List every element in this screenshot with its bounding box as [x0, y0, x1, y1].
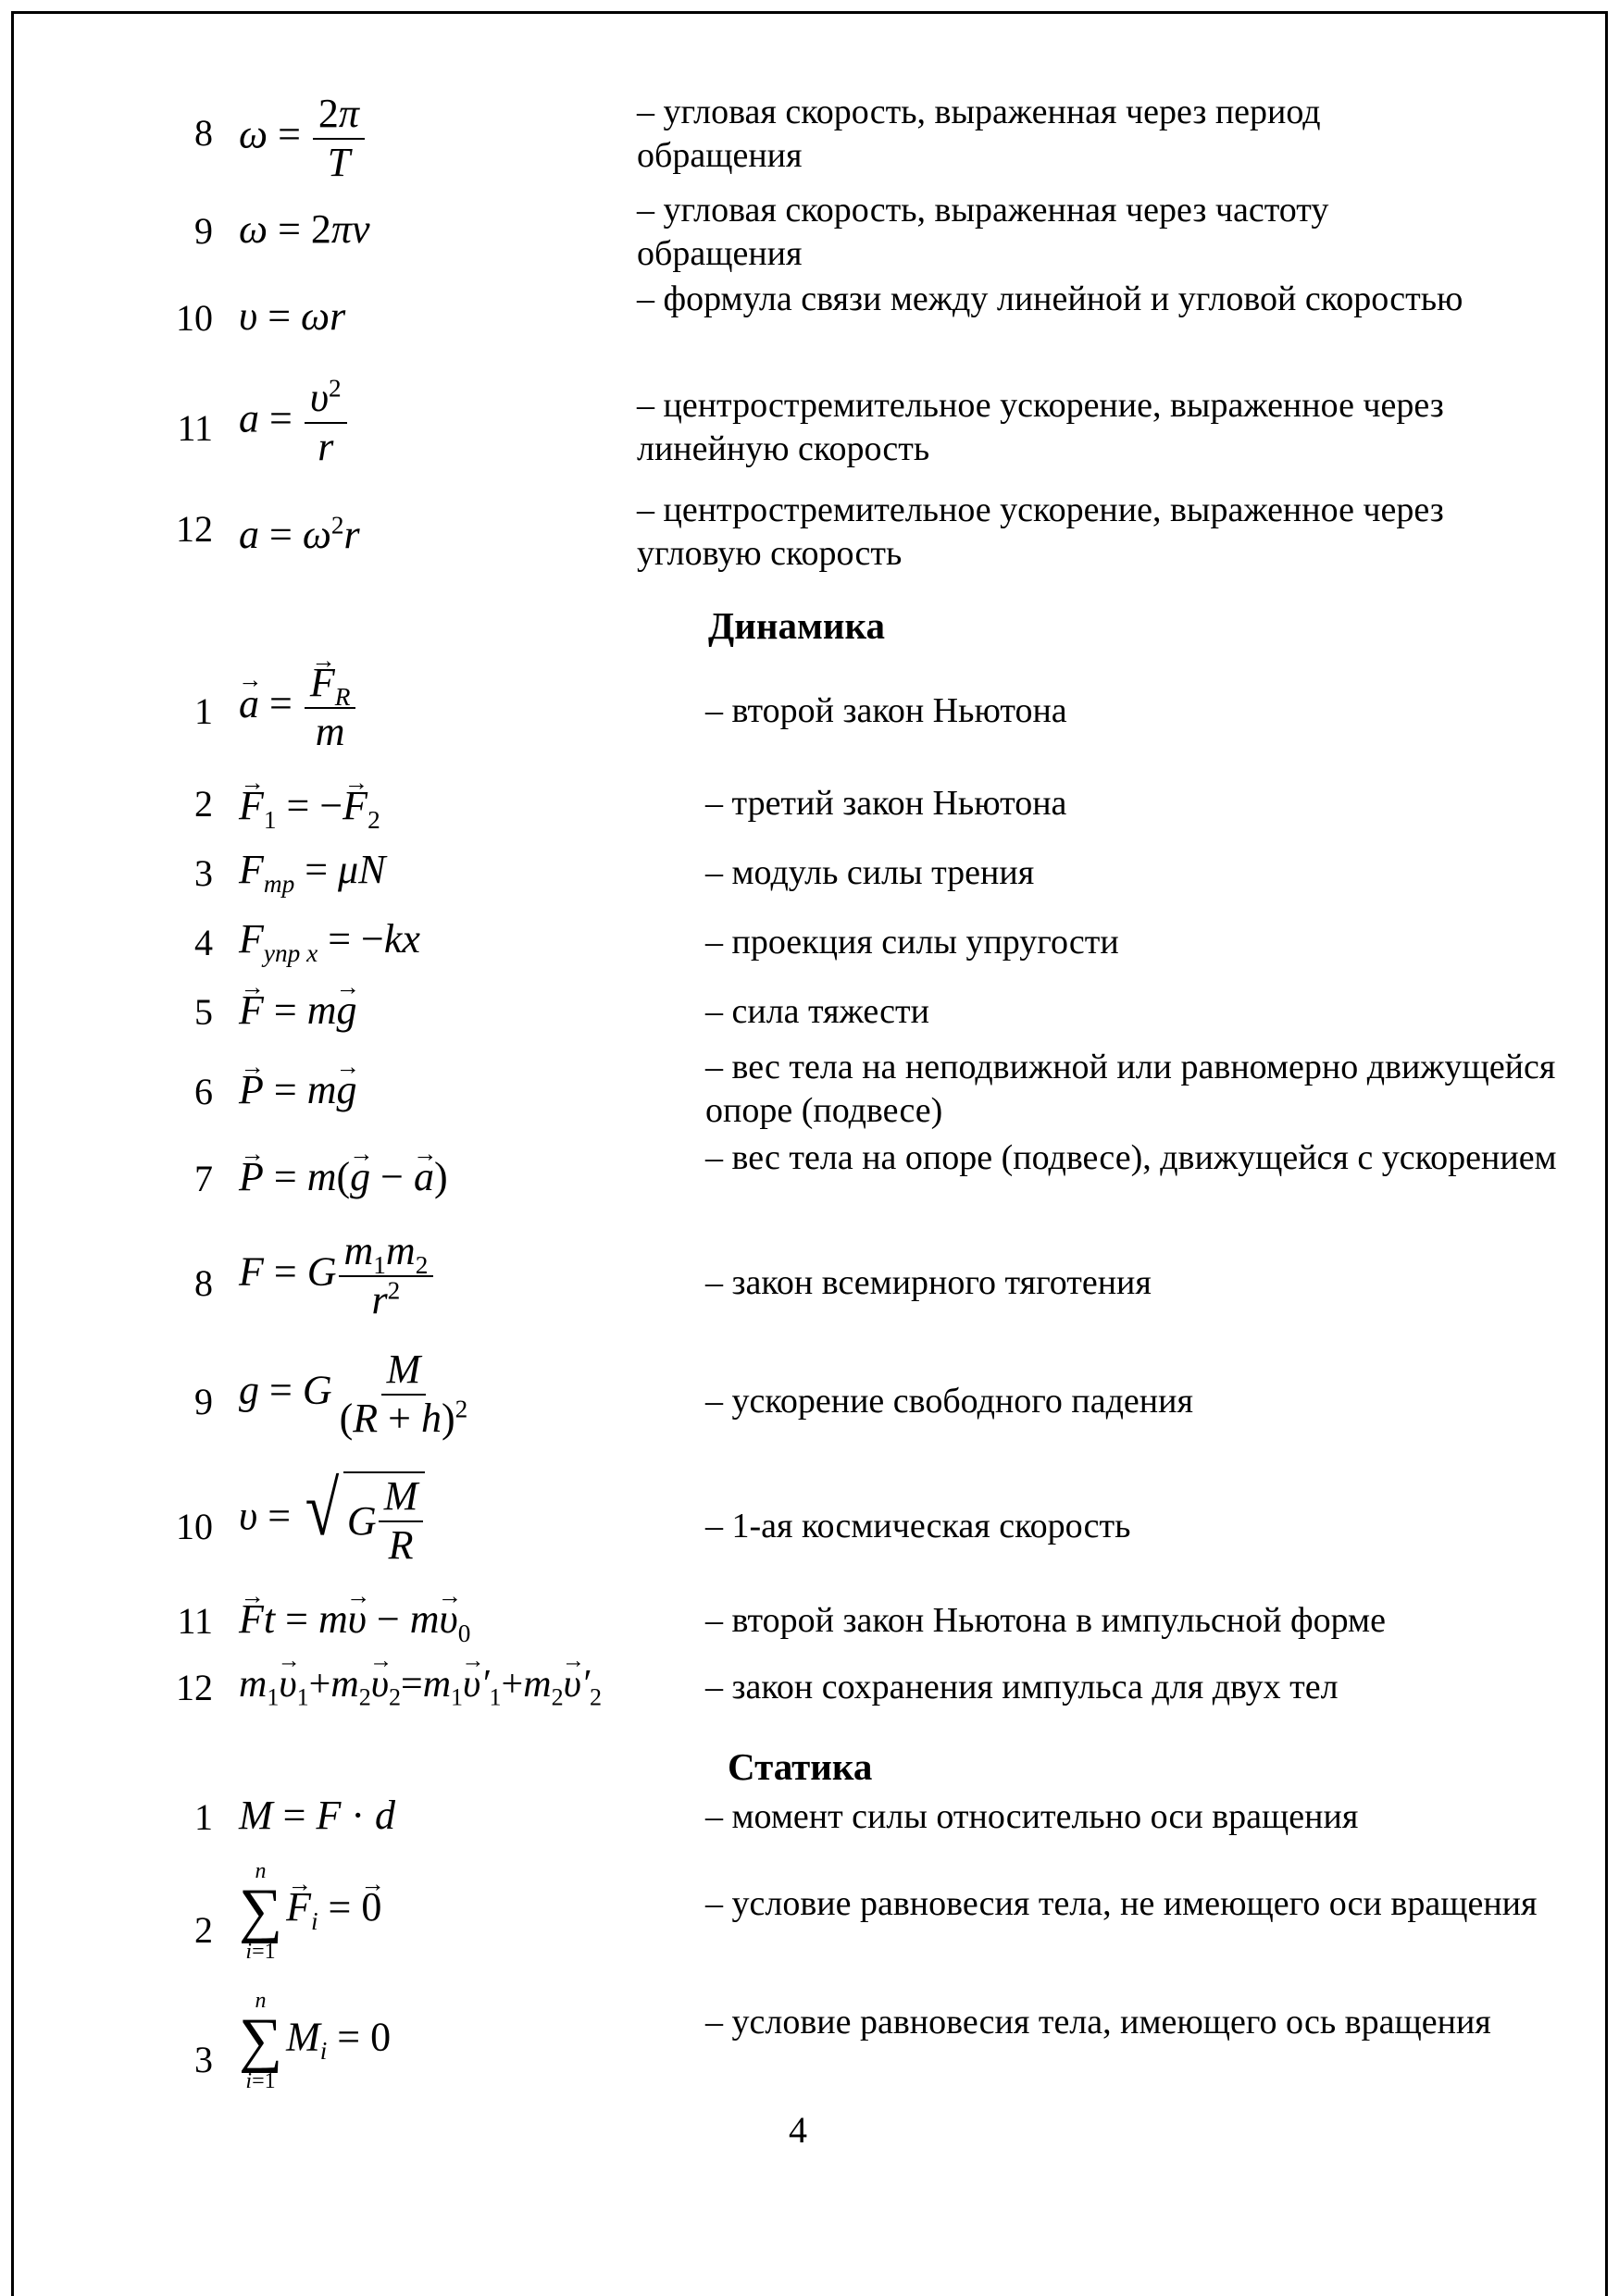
formula: n ∑ i=1 → $F_i$ = → 0 — [239, 1860, 381, 1963]
formula-description: – третий закон Ньютона — [705, 784, 1067, 823]
formula-number: 8 — [194, 112, 213, 154]
formula: a = $\frac{\upsilon^2}{r}$ — [239, 375, 349, 470]
formula-number: 7 — [194, 1158, 213, 1199]
formula-description: – проекция силы упругости — [705, 923, 1119, 962]
formula-description: – угловая скорость, выраженная через частоту обращения — [637, 191, 1329, 273]
formula-description: – вес тела на опоре (подвесе), движущейся с ускорением — [705, 1138, 1557, 1177]
formula-number: 1 — [194, 690, 213, 732]
formula-description: – вес тела на неподвижной или равномерно движущейся опоре (подвесе) — [705, 1048, 1556, 1130]
formula-number: 3 — [194, 852, 213, 894]
formula-number: 2 — [194, 1909, 213, 1951]
formula-description: – закон всемирного тяготения — [705, 1263, 1152, 1302]
formula-number: 12 — [176, 508, 213, 550]
formula-number: 11 — [177, 1600, 213, 1642]
formula: n ∑ i=1 $M_i = 0$ — [239, 1989, 392, 2093]
formula: υ = √ G $\frac{M}{R}$ — [239, 1471, 425, 1569]
formula-description: – условие равновесия тела, имеющего ось вращения — [705, 2003, 1491, 2042]
formula-number: 8 — [194, 1262, 213, 1304]
formula: → P = m→ g — [239, 1066, 357, 1113]
formula: → F = m→ g — [239, 987, 357, 1034]
formula-number: 10 — [176, 1506, 213, 1547]
formula-number: 4 — [194, 922, 213, 963]
formula-number: 9 — [194, 1381, 213, 1422]
formula: → a = → $\frac{F_R}{m}$ — [239, 660, 357, 755]
section-heading-statics: Статика — [728, 1745, 873, 1788]
formula-description: – второй закон Ньютона в импульсной форме — [705, 1601, 1386, 1640]
formula-number: 6 — [194, 1071, 213, 1112]
formula-number: 10 — [176, 297, 213, 339]
formula-number: 1 — [194, 1796, 213, 1838]
formula-number: 2 — [194, 783, 213, 825]
formula-description: – условие равновесия тела, не имеющего оси вращения — [705, 1884, 1538, 1923]
page-number: 4 — [789, 2109, 807, 2151]
formula: → $Ft = m\to \upsilon - m\to \upsilon_0$ — [239, 1595, 470, 1643]
formula: ω = $\frac{2\pi}{T}$ — [239, 91, 367, 186]
formula-description: – формула связи между линейной и угловой скоростью — [637, 279, 1463, 318]
formula-number: 12 — [176, 1667, 213, 1708]
formula-description: – центростремительное ускорение, выраженное через угловую скорость — [637, 490, 1444, 573]
formula: F = G $\frac{m_1m_2}{r^2}$ — [239, 1228, 435, 1323]
formula-description: – 1-ая космическая скорость — [705, 1507, 1131, 1545]
formula-number: 3 — [194, 2039, 213, 2080]
formula-number: 5 — [194, 991, 213, 1033]
formula-description: – сила тяжести — [705, 992, 929, 1031]
formula: υ = ωr — [239, 293, 346, 339]
formula-description: – модуль силы трения — [705, 853, 1035, 892]
formula: → $F_1$ = −→ $F_2$ — [239, 782, 380, 829]
formula-number: 11 — [177, 407, 213, 449]
formula-description: – момент силы относительно оси вращения — [705, 1797, 1359, 1836]
formula: $m_1\to \upsilon_1+m_2\to \upsilon_2=m_1\to \upsilon'_1+m_2\to \upsilon'_2$ — [239, 1662, 602, 1706]
formula-description: – центростремительное ускорение, выраженное через линейную скорость — [637, 386, 1444, 468]
formula: ω = 2πν — [239, 206, 370, 252]
formula: M = F · d — [239, 1793, 396, 1838]
section-heading-dynamics: Динамика — [708, 604, 886, 647]
formula-description: – ускорение свободного падения — [705, 1382, 1193, 1421]
formula: → P = m(→ g − → a) — [239, 1153, 448, 1200]
formula-description: – угловая скорость, выраженная через период обращения — [637, 93, 1321, 175]
formula: $F_{упр x} = -kx$ — [239, 916, 420, 967]
formula: $F_{тр} = \mu N$ — [239, 847, 386, 898]
formula-description: – второй закон Ньютона — [705, 691, 1067, 730]
formula-description: – закон сохранения импульса для двух тел — [705, 1668, 1339, 1706]
formula: $a = \omega^2r$ — [239, 511, 360, 557]
formula: g = G $\frac{M}{(R + h)^2}$ — [239, 1347, 468, 1441]
formula-number: 9 — [194, 210, 213, 252]
